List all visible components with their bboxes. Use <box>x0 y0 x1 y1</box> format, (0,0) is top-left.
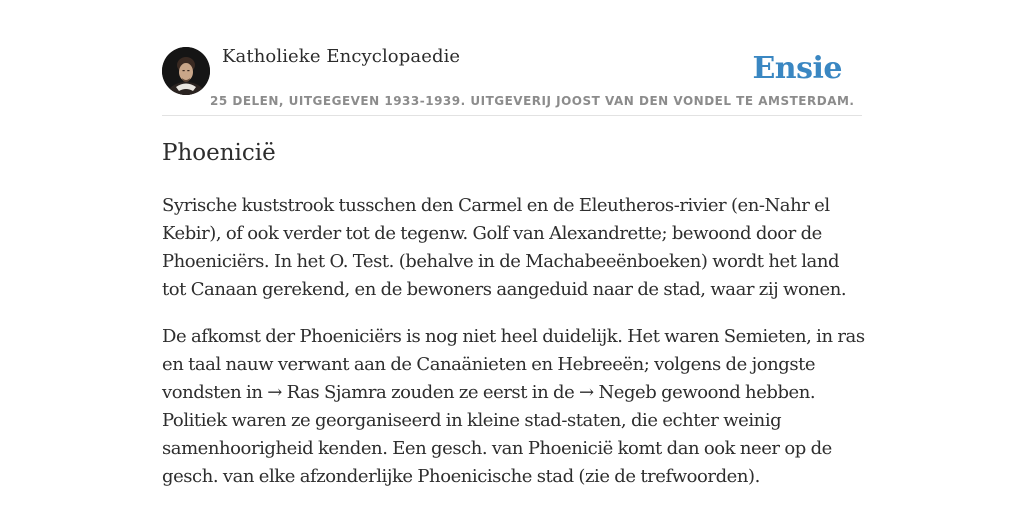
paragraph-line: gesch. van elke afzonderlijke Phoenicische stad (zie de trefwoorden). <box>162 466 760 487</box>
page <box>162 0 865 487</box>
paragraph-line: vondsten in → Ras Sjamra zouden ze eerst in de → Negeb gewoond hebben. <box>162 382 816 403</box>
portrait-avatar[interactable] <box>162 47 210 95</box>
paragraph-line: Kebir), of ook verder tot de tegenw. Golf van Alexandrette; bewoond door de <box>162 223 822 244</box>
paragraph-line: samenhoorigheid kenden. Een gesch. van Phoenicië komt dan ook neer op de <box>162 438 832 459</box>
paragraph-line: tot Canaan gerekend, en de bewoners aangeduid naar de stad, waar zij wonen. <box>162 279 847 300</box>
article-title: Phoenicië <box>162 140 276 166</box>
brand-logo-link[interactable]: Ensie <box>752 51 842 86</box>
paragraph-line: Phoeniciërs. In het O. Test. (behalve in de Machabeeënboeken) wordt het land <box>162 251 840 272</box>
source-subtitle: 25 DELEN, UITGEGEVEN 1933-1939. UITGEVERIJ JOOST VAN DEN VONDEL TE AMSTERDAM. <box>210 94 855 108</box>
source-header <box>162 0 862 116</box>
portrait-icon <box>162 47 210 95</box>
paragraph-line: De afkomst der Phoeniciërs is nog niet heel duidelijk. Het waren Semieten, in ras <box>162 326 865 347</box>
paragraph-line: Politiek waren ze georganiseerd in kleine stad-staten, die echter weinig <box>162 410 782 431</box>
paragraph-line: en taal nauw verwant aan de Canaänieten en Hebreeën; volgens de jongste <box>162 354 816 375</box>
paragraph-line: Syrische kuststrook tusschen den Carmel en de Eleutheros-rivier (en-Nahr el <box>162 195 830 216</box>
source-title[interactable]: Katholieke Encyclopaedie <box>222 46 461 67</box>
article-paragraph-2 <box>162 323 865 491</box>
article-paragraph-1 <box>162 192 862 304</box>
